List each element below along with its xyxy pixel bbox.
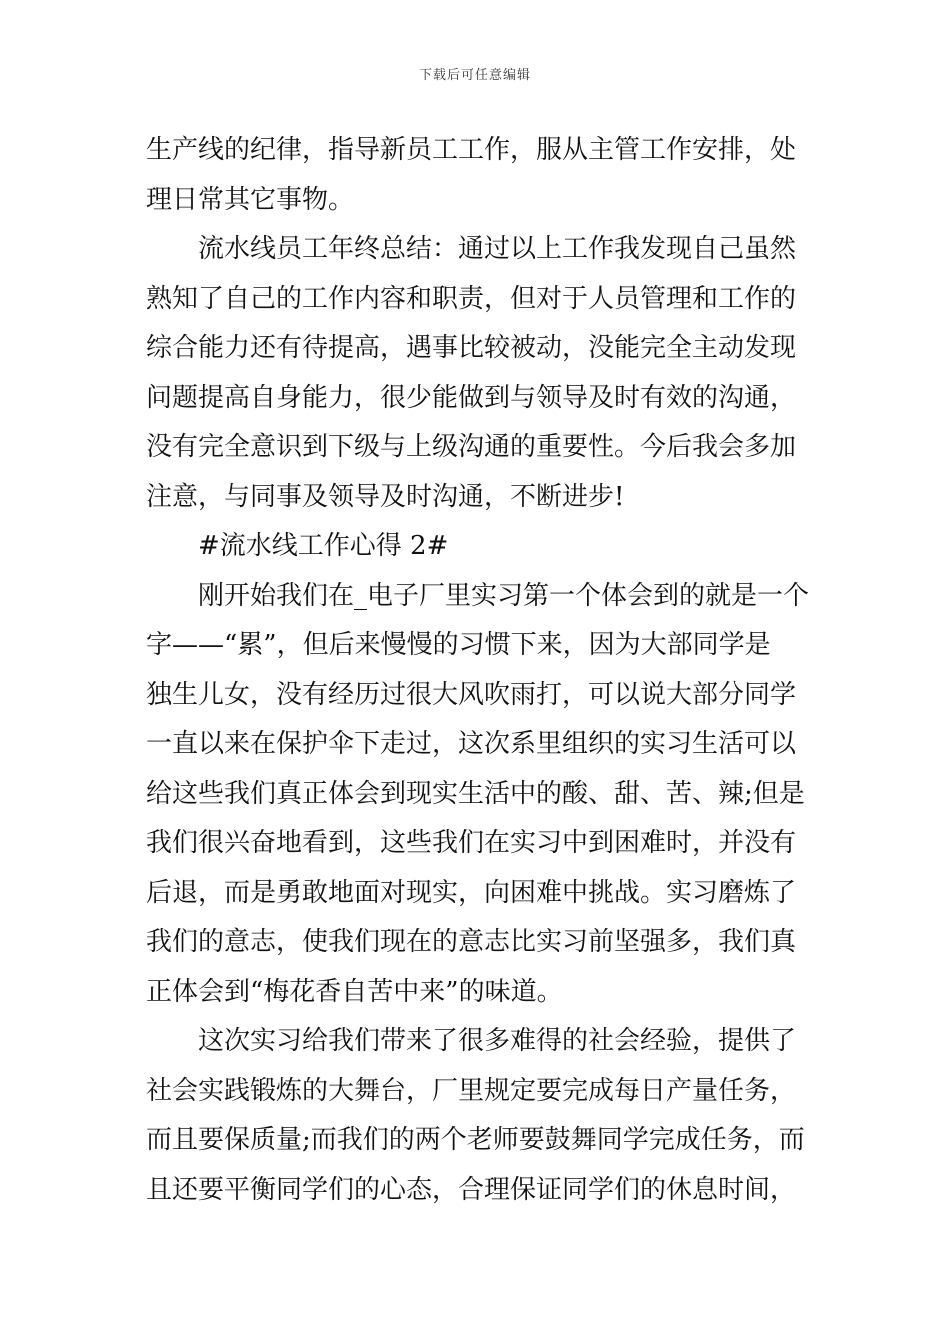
text-line: 流水线员工年终总结：通过以上工作我发现自己虽然 [198,234,797,264]
text-line: 我们很兴奋地看到，这些我们在实习中到困难时，并没有 [146,828,797,858]
text-line: 独生儿女，没有经历过很大风吹雨打，可以说大部分同学 [146,679,797,710]
text-line: 没有完全意识到下级与上级沟通的重要性。今后我会多加 [146,432,797,462]
text-line: 问题提高自身能力，很少能做到与领导及时有效的沟通， [146,382,797,413]
text-line: 综合能力还有待提高，遇事比较被动，没能完全主动发现 [146,333,797,363]
text-line: 理日常其它事物。 [146,184,355,215]
text-line: 注意，与同事及领导及时沟通，不断进步! [146,481,625,512]
text-line: 社会实践锻炼的大舞台，厂里规定要完成每日产量任务， [146,1075,797,1106]
text-line: 刚开始我们在_电子厂里实习第一个体会到的就是一个 [198,580,810,611]
text-line: 熟知了自己的工作内容和职责，但对于人员管理和工作的 [146,283,797,314]
text-line: 而且要保质量;而我们的两个老师要鼓舞同学完成任务，而 [146,1125,805,1155]
text-line: 一直以来在保护伞下走过，这次系里组织的实习生活可以 [146,729,797,759]
text-line: 生产线的纪律，指导新员工工作，服从主管工作安排，处 [146,135,797,165]
page-header: 下载后可任意编辑 [418,68,531,83]
text-line: #流水线工作心得 2# [198,531,449,561]
text-line: 给这些我们真正体会到现实生活中的酸、甜、苦、辣;但是 [146,778,805,809]
document-body [146,126,810,1215]
text-line: 后退，而是勇敢地面对现实，向困难中挑战。实习磨炼了 [146,877,797,908]
text-line: 这次实习给我们带来了很多难得的社会经验，提供了 [198,1026,797,1056]
text-line: 正体会到“梅花香自苦中来”的味道。 [146,976,563,1007]
text-line: 我们的意志，使我们现在的意志比实习前坚强多，我们真 [146,927,797,957]
text-line: 且还要平衡同学们的心态，合理保证同学们的休息时间， [146,1174,797,1205]
text-line: 字——“累”，但后来慢慢的习惯下来，因为大部同学是 [146,630,771,660]
